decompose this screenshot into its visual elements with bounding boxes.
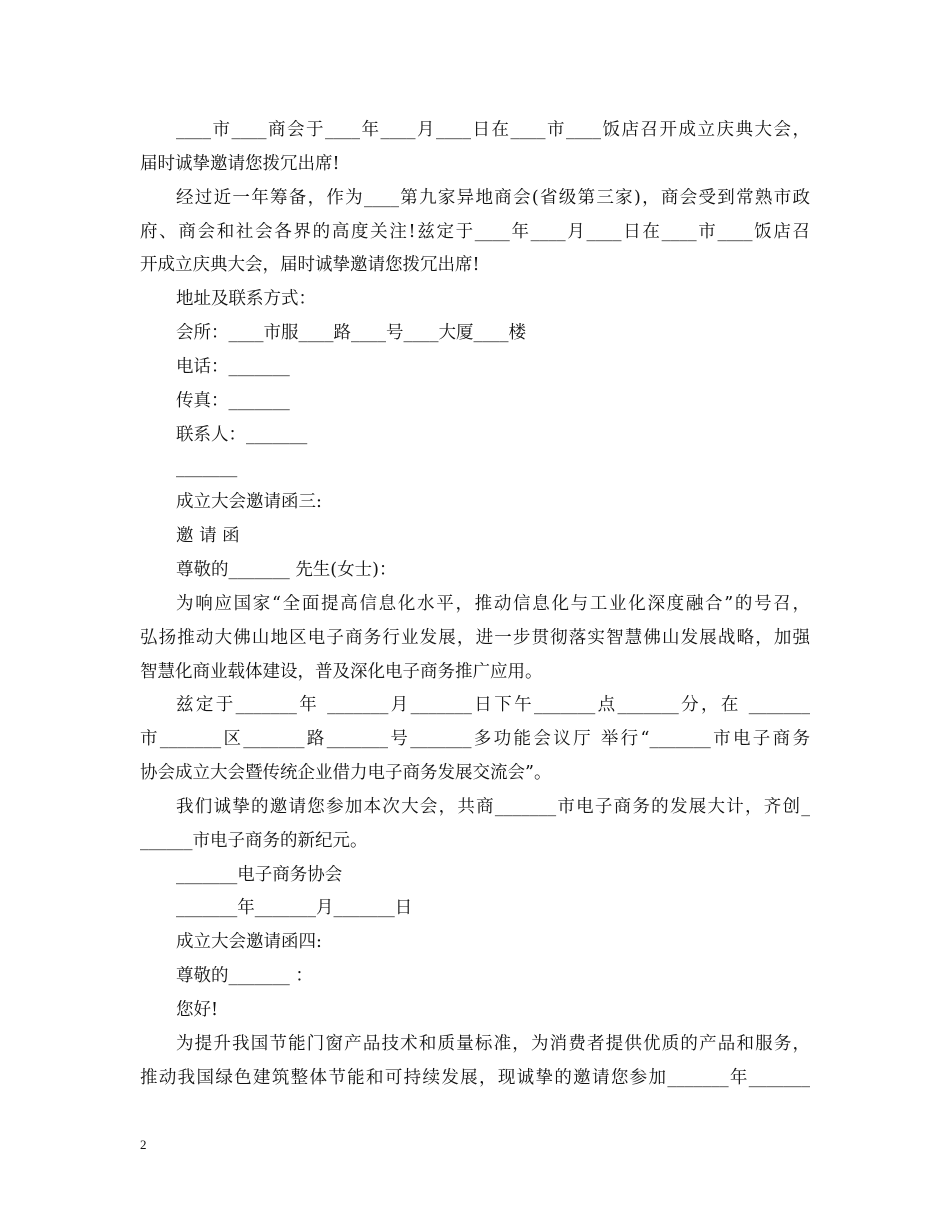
paragraph-line: 兹定于_______年 _______月_______日下午_______点_______分，在 _______ <box>176 695 810 716</box>
paragraph-line: 为提升我国节能门窗产品技术和质量标准，为消费者提供优质的产品和服务， <box>176 1033 810 1054</box>
paragraph-line: 经过近一年筹备，作为____第九家异地商会(省级第三家)，商会受到常熟市政 <box>176 187 810 208</box>
fax-line: 传真：_______ <box>176 390 290 411</box>
paragraph-line: 智慧化商业载体建设，普及深化电子商务推广应用。 <box>140 661 543 682</box>
paragraph-line: 我们诚挚的邀请您参加本次大会，共商_______市电子商务的发展大计，齐创_ <box>176 796 810 817</box>
signature-organization: _______电子商务协会 <box>176 864 343 885</box>
signature-date: _______年_______月_______日 <box>176 898 413 919</box>
contact-line: 联系人：_______ <box>176 424 308 445</box>
document-body <box>140 114 810 1095</box>
letter-title: 邀 请 函 <box>176 526 240 547</box>
section-label: 地址及联系方式： <box>176 289 316 310</box>
paragraph-line: 开成立庆典大会，届时诚挚邀请您拨冗出席! <box>140 255 480 276</box>
phone-line: 电话：_______ <box>176 356 290 377</box>
address-line: 会所：____市服____路____号____大厦____楼 <box>176 323 526 344</box>
paragraph-line: 推动我国绿色建筑整体节能和可持续发展，现诚挚的邀请您参加_______年_______ <box>140 1067 810 1088</box>
paragraph-line: 协会成立大会暨传统企业借力电子商务发展交流会”。 <box>140 763 552 784</box>
page-number: 2 <box>140 1137 147 1152</box>
greeting: 您好! <box>176 999 219 1020</box>
paragraph-line: ______市电子商务的新纪元。 <box>140 830 368 851</box>
salutation: 尊敬的_______ ： <box>176 966 313 987</box>
paragraph-line: 弘扬推动大佛山地区电子商务行业发展，进一步贯彻落实智慧佛山发展战略，加强 <box>140 627 810 648</box>
paragraph-line: 府、商会和社会各界的高度关注!兹定于____年____月____日在____市____饭店召 <box>140 221 810 242</box>
paragraph-line: 届时诚挚邀请您拨冗出席! <box>140 153 340 174</box>
section-heading: 成立大会邀请函三: <box>176 492 322 513</box>
section-heading: 成立大会邀请函四: <box>176 932 322 953</box>
paragraph-line: 市_______区_______路_______号_______多功能会议厅 举行“_______市电子商务 <box>140 729 810 750</box>
blank-line: _______ <box>176 458 238 479</box>
paragraph-line: 为响应国家“全面提高信息化水平，推动信息化与工业化深度融合”的号召， <box>176 593 810 614</box>
paragraph-line: ____市____商会于____年____月____日在____市____饭店召开成立庆典大会， <box>176 120 810 140</box>
salutation: 尊敬的_______ 先生(女士)： <box>176 559 397 580</box>
